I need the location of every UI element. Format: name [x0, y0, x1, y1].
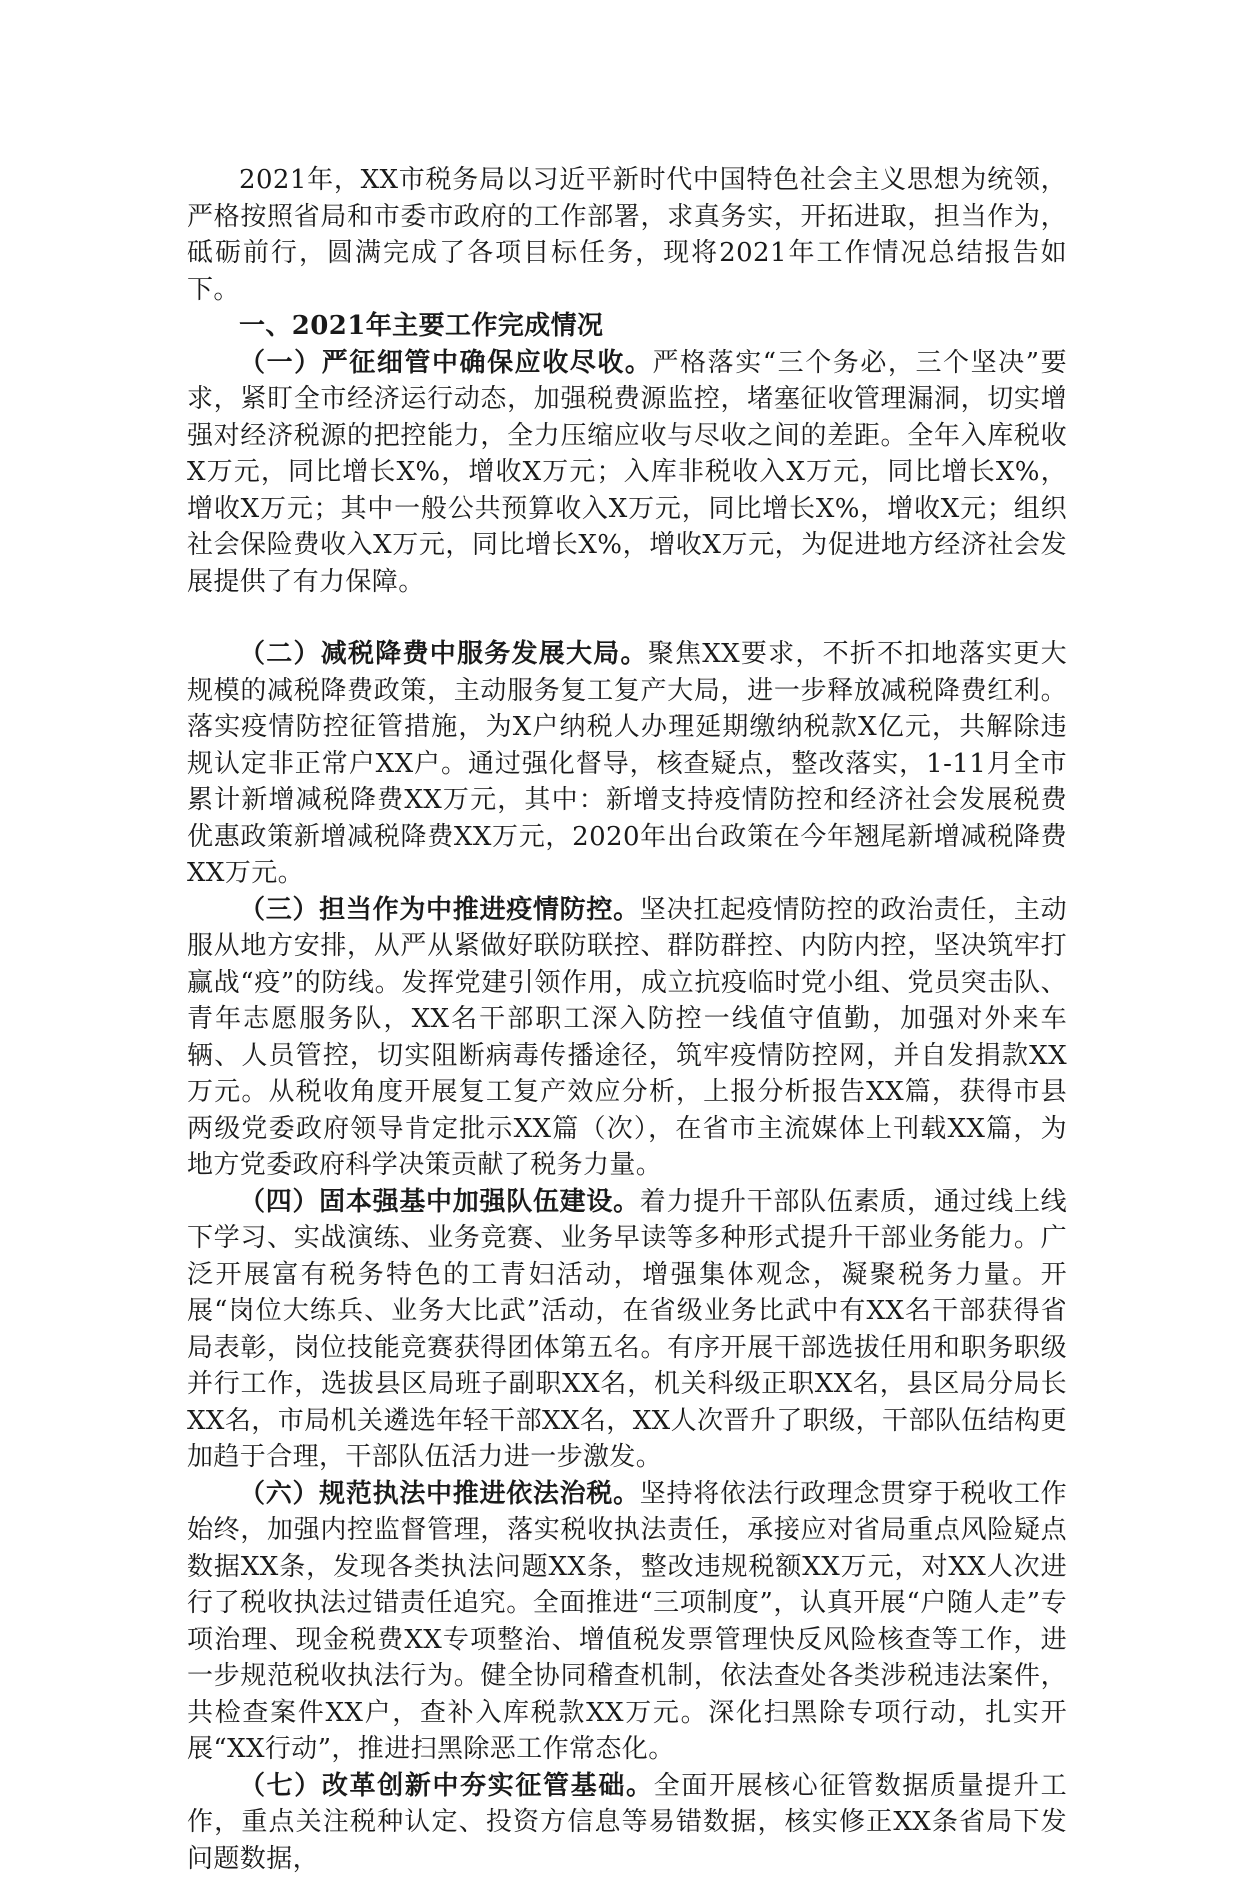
- item-3-lead: （三）担当作为中推进疫情防控。: [239, 895, 640, 925]
- item-2-body: 聚焦XX要求，不折不扣地落实更大规模的减税降费政策，主动服务复工复产大局，进一步释放减税降费红利。落实疫情防控征管措施，为X户纳税人办理延期缴纳税款X亿元，共解除违规认定非正常户XX户。通过强化督导，核查疑点，整改落实，1-11月全市累计新增减税降费XX万元，其中：新增支持疫情防控和经济社会发展税费优惠政策新增减税降费XX万元，2020年出台政策在今年翘尾新增减税降费XX万元。: [187, 639, 1067, 888]
- intro-paragraph: 2021年，XX市税务局以习近平新时代中国特色社会主义思想为统领，严格按照省局和市委市政府的工作部署，求真务实，开拓进取，担当作为，砥砺前行，圆满完成了各项目标任务，现将2021年工作情况总结报告如下。: [187, 162, 1067, 308]
- item-4-body: 着力提升干部队伍素质，通过线上线下学习、实战演练、业务竞赛、业务早读等多种形式提升干部业务能力。广泛开展富有税务特色的工青妇活动，增强集体观念，凝聚税务力量。开展“岗位大练兵、业务大比武”活动，在省级业务比武中有XX名干部获得省局表彰，岗位技能竞赛获得团体第五名。有序开展干部选拔任用和职务职级并行工作，选拔县区局班子副职XX名，机关科级正职XX名，县区局分局长XX名，市局机关遴选年轻干部XX名，XX人次晋升了职级，干部队伍结构更加趋于合理，干部队伍活力进一步激发。: [187, 1187, 1067, 1473]
- item-7-body: 全面开展核心征管数据质量提升工作，重点关注税种认定、投资方信息等易错数据，核实修正XX条省局下发问题数据，: [187, 1771, 1067, 1874]
- item-2-lead: （二）减税降费中服务发展大局。: [239, 639, 648, 669]
- item-3-paragraph: [187, 892, 1067, 1184]
- item-4-paragraph: [187, 1184, 1067, 1476]
- item-7-lead: （七）改革创新中夯实征管基础。: [239, 1771, 654, 1801]
- item-3-body: 坚决扛起疫情防控的政治责任，主动服从地方安排，从严从紧做好联防联控、群防群控、内防内控，坚决筑牢打赢战“疫”的防线。发挥党建引领作用，成立抗疫临时党小组、党员突击队、青年志愿服务队，XX名干部职工深入防控一线值守值勤，加强对外来车辆、人员管控，切实阻断病毒传播途径，筑牢疫情防控网，并自发捐款XX万元。从税收角度开展复工复产效应分析，上报分析报告XX篇，获得市县两级党委政府领导肯定批示XX篇（次），在省市主流媒体上刊载XX篇，为地方党委政府科学决策贡献了税务力量。: [187, 895, 1067, 1181]
- item-4-lead: （四）固本强基中加强队伍建设。: [239, 1187, 640, 1217]
- item-6-paragraph: [187, 1476, 1067, 1768]
- item-1-body: 严格落实“三个务必，三个坚决”要求，紧盯全市经济运行动态，加强税费源监控，堵塞征收管理漏洞，切实增强对经济税源的把控能力，全力压缩应收与尽收之间的差距。全年入库税收X万元，同比增长X%，增收X万元；入库非税收入X万元，同比增长X%，增收X万元；其中一般公共预算收入X万元，同比增长X%，增收X元；组织社会保险费收入X万元，同比增长X%，增收X万元，为促进地方经济社会发展提供了有力保障。: [187, 348, 1067, 597]
- item-7-paragraph: [187, 1768, 1067, 1877]
- item-6-body: 坚持将依法行政理念贯穿于税收工作始终，加强内控监督管理，落实税收执法责任，承接应对省局重点风险疑点数据XX条，发现各类执法问题XX条，整改违规税额XX万元，对XX人次进行了税收执法过错责任追究。全面推进“三项制度”，认真开展“户随人走”专项治理、现金税费XX专项整治、增值税发票管理快反风险核查等工作，进一步规范税收执法行为。健全协同稽查机制，依法查处各类涉税违法案件，共检查案件XX户，查补入库税款XX万元。深化扫黑除专项行动，扎实开展“XX行动”，推进扫黑除恶工作常态化。: [187, 1479, 1067, 1765]
- item-6-lead: （六）规范执法中推进依法治税。: [239, 1479, 640, 1509]
- item-1-paragraph: [187, 345, 1067, 601]
- document-page: [187, 162, 1067, 1877]
- item-2-paragraph: [187, 636, 1067, 892]
- item-1-lead: （一）严征细管中确保应收尽收。: [239, 348, 653, 378]
- section-heading: 一、2021年主要工作完成情况: [187, 308, 1067, 345]
